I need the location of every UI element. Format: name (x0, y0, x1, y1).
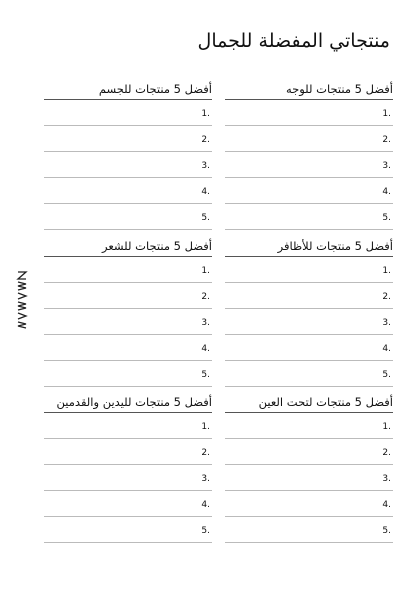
section-title: أفضل 5 منتجات للأظافر (225, 237, 393, 257)
item-number: 1. (382, 109, 391, 119)
list-item[interactable] (225, 204, 393, 230)
item-number: 3. (382, 474, 391, 484)
item-number: 2. (201, 135, 210, 145)
item-number: 1. (201, 109, 210, 119)
item-number: 5. (382, 213, 391, 223)
item-number: 5. (382, 526, 391, 536)
list-item[interactable] (44, 204, 212, 230)
item-number: 5. (201, 526, 210, 536)
section-hands-feet (44, 393, 212, 543)
item-number: 1. (201, 266, 210, 276)
item-number: 5. (201, 370, 210, 380)
list-item[interactable] (44, 361, 212, 387)
list-item[interactable] (44, 152, 212, 178)
list-item[interactable] (225, 439, 393, 465)
list-item[interactable] (225, 257, 393, 283)
list-item[interactable] (44, 465, 212, 491)
list-item[interactable] (225, 152, 393, 178)
item-number: 3. (201, 161, 210, 171)
list-item[interactable] (44, 491, 212, 517)
section-under-eye (225, 393, 393, 543)
list-item[interactable] (225, 178, 393, 204)
item-number: 3. (382, 161, 391, 171)
list-item[interactable] (225, 283, 393, 309)
item-number: 4. (382, 187, 391, 197)
item-number: 3. (201, 318, 210, 328)
item-number: 2. (201, 292, 210, 302)
section-body (44, 80, 212, 230)
item-number: 2. (382, 292, 391, 302)
item-number: 3. (201, 474, 210, 484)
section-title: أفضل 5 منتجات للجسم (44, 80, 212, 100)
list-item[interactable] (44, 178, 212, 204)
item-number: 4. (201, 500, 210, 510)
section-nails (225, 237, 393, 387)
list-item[interactable] (44, 126, 212, 152)
section-title: أفضل 5 منتجات للوجه (225, 80, 393, 100)
list-item[interactable] (225, 413, 393, 439)
section-title: أفضل 5 منتجات لتحت العين (225, 393, 393, 413)
list-item[interactable] (44, 283, 212, 309)
list-item[interactable] (44, 517, 212, 543)
item-number: 5. (201, 213, 210, 223)
list-item[interactable] (225, 491, 393, 517)
section-title: أفضل 5 منتجات للشعر (44, 237, 212, 257)
page-title: منتجاتي المفضلة للجمال (197, 30, 390, 52)
list-item[interactable] (44, 100, 212, 126)
item-number: 2. (201, 448, 210, 458)
list-item[interactable] (44, 439, 212, 465)
item-number: 4. (382, 344, 391, 354)
brand-logo (6, 270, 36, 330)
item-number: 2. (382, 448, 391, 458)
item-number: 1. (382, 422, 391, 432)
item-number: 3. (382, 318, 391, 328)
section-title: أفضل 5 منتجات لليدين والقدمين (44, 393, 212, 413)
list-item[interactable] (225, 126, 393, 152)
item-number: 2. (382, 135, 391, 145)
list-item[interactable] (44, 335, 212, 361)
list-item[interactable] (44, 257, 212, 283)
section-hair (44, 237, 212, 387)
item-number: 4. (382, 500, 391, 510)
list-item[interactable] (44, 413, 212, 439)
item-number: 1. (382, 266, 391, 276)
list-item[interactable] (225, 335, 393, 361)
item-number: 5. (382, 370, 391, 380)
list-item[interactable] (225, 517, 393, 543)
item-number: 4. (201, 187, 210, 197)
list-item[interactable] (225, 309, 393, 335)
item-number: 4. (201, 344, 210, 354)
item-number: 1. (201, 422, 210, 432)
list-item[interactable] (225, 465, 393, 491)
list-item[interactable] (225, 361, 393, 387)
list-item[interactable] (44, 309, 212, 335)
list-item[interactable] (225, 100, 393, 126)
section-face (225, 80, 393, 230)
